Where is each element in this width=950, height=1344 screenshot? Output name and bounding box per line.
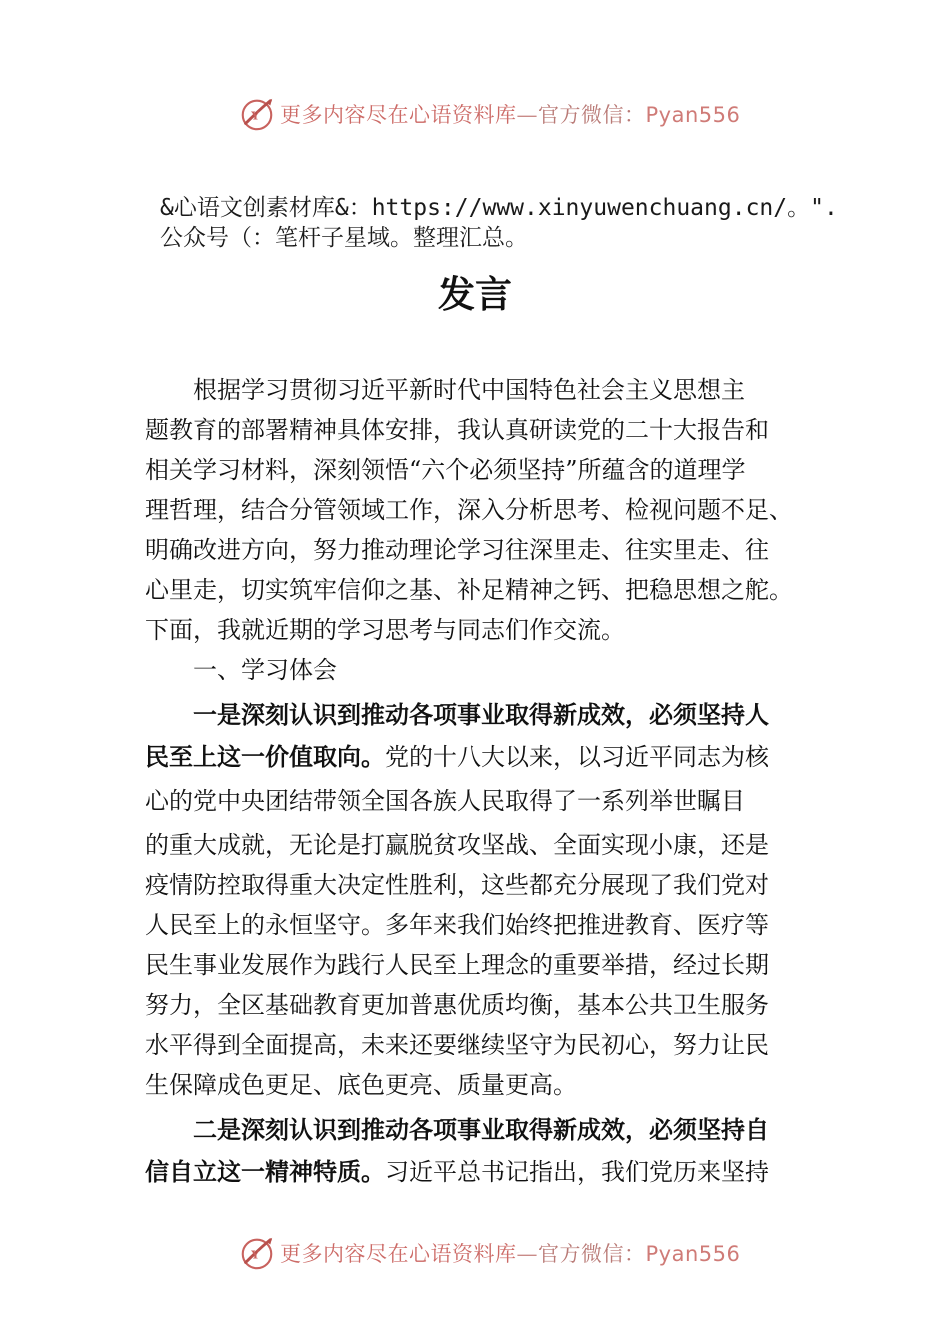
bold-lead: 二是深刻认识到推动各项事业取得新成效，必须坚持自: [145, 1116, 769, 1144]
pen-logo-icon: [238, 1234, 276, 1272]
paragraph-line: 明确改进方向，努力推动理论学习往深里走、往实里走、往: [145, 536, 769, 564]
paragraph-line: 生保障成色更足、底色更亮、质量更高。: [145, 1071, 577, 1099]
paragraph-line: 疫情防控取得重大决定性胜利，这些都充分展现了我们党对: [145, 871, 769, 899]
section-heading: 一、学习体会: [145, 656, 337, 684]
paragraph-line: [145, 695, 815, 735]
paragraph-line: 心里走，切实筑牢信仰之基、补足精神之钙、把稳思想之舵。: [145, 576, 793, 604]
paragraph-line: 民生事业发展作为践行人民至上理念的重要举措，经过长期: [145, 951, 769, 979]
page-title: 发言: [438, 272, 512, 316]
paragraph-line: [145, 1152, 815, 1192]
source-line-2: 公众号（：笔杆子星域。整理汇总。: [160, 225, 528, 251]
header-banner: [238, 92, 741, 136]
paragraph-line: 心的党中央团结带领全国各族人民取得了一系列举世瞩目: [145, 787, 745, 815]
paragraph-line: 根据学习贯彻习近平新时代中国特色社会主义思想主: [145, 376, 745, 404]
paragraph-line: 下面，我就近期的学习思考与同志们作交流。: [145, 616, 625, 644]
paragraph-text: 党的十八大以来，以习近平同志为核: [385, 743, 769, 771]
paragraph-line: 题教育的部署精神具体安排，我认真研读党的二十大报告和: [145, 416, 769, 444]
paragraph-line: 相关学习材料，深刻领悟“六个必须坚持”所蕴含的道理学: [145, 456, 746, 484]
paragraph-line: [145, 1110, 815, 1150]
paragraph-line: 水平得到全面提高，未来还要继续坚守为民初心，努力让民: [145, 1031, 769, 1059]
paragraph-line: 努力，全区基础教育更加普惠优质均衡，基本公共卫生服务: [145, 991, 769, 1019]
banner-text: 更多内容尽在心语资料库—官方微信：Pyan556: [280, 103, 741, 127]
svg-text:Y: Y: [251, 108, 260, 123]
paragraph-line: 人民至上的永恒坚守。多年来我们始终把推进教育、医疗等: [145, 911, 769, 939]
paragraph-line: 理哲理，结合分管领域工作，深入分析思考、检视问题不足、: [145, 496, 793, 524]
banner-text: 更多内容尽在心语资料库—官方微信：Pyan556: [280, 1242, 741, 1266]
paragraph-line: [145, 737, 815, 777]
footer-banner: [238, 1231, 741, 1275]
paragraph-line: 的重大成就，无论是打赢脱贫攻坚战、全面实现小康，还是: [145, 831, 769, 859]
paragraph-text: 习近平总书记指出，我们党历来坚持: [385, 1158, 769, 1186]
source-line-1: &心语文创素材库&：https://www.xinyuwenchuang.cn/。".: [160, 195, 838, 221]
bold-lead: 信自立这一精神特质。: [145, 1158, 385, 1186]
bold-lead: 民至上这一价值取向。: [145, 743, 385, 771]
pen-logo-icon: [238, 95, 276, 133]
svg-text:Y: Y: [251, 1247, 260, 1262]
bold-lead: 一是深刻认识到推动各项事业取得新成效，必须坚持人: [145, 701, 769, 729]
